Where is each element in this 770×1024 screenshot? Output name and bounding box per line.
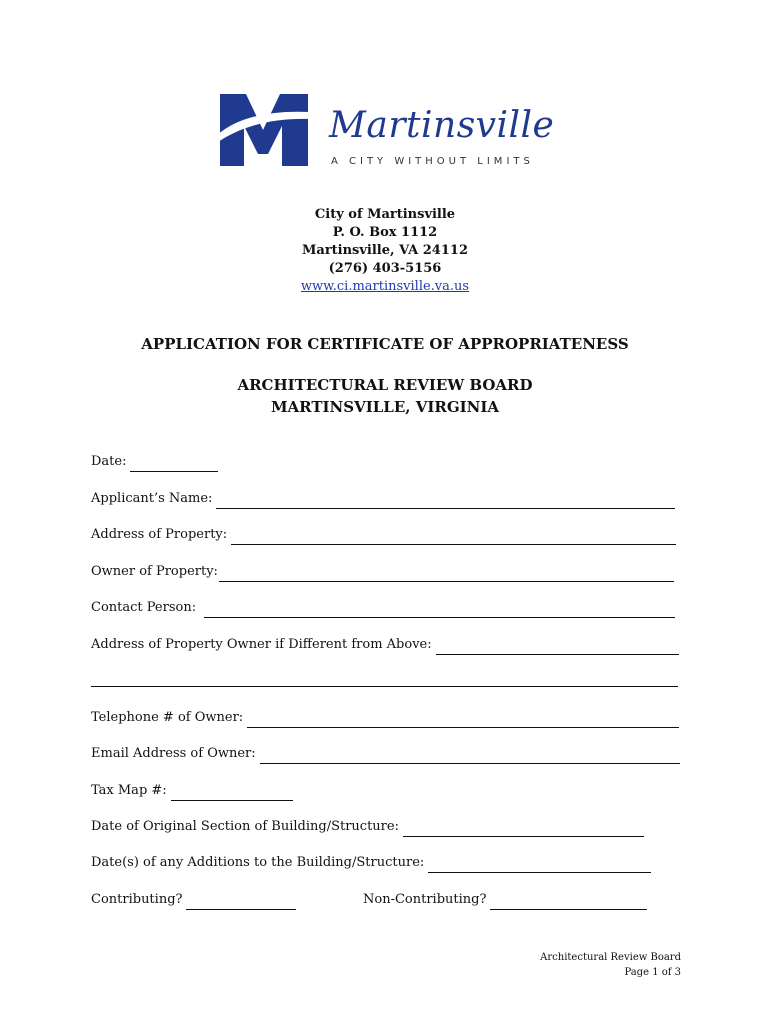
address-city-state-zip: Martinsville, VA 24112	[302, 243, 468, 258]
email-label: Email Address of Owner:	[91, 746, 256, 761]
contact-label: Contact Person:	[91, 600, 197, 615]
additions-row	[91, 853, 651, 873]
owner-address-field-line-2[interactable]	[91, 686, 678, 687]
tax-map-label: Tax Map #:	[91, 783, 167, 798]
applicant-name-field[interactable]	[216, 495, 675, 509]
original-date-row	[91, 817, 644, 837]
original-date-field[interactable]	[403, 823, 644, 837]
owner-label: Owner of Property:	[91, 564, 218, 579]
form-title: APPLICATION FOR CERTIFICATE OF APPROPRIATENESS	[141, 335, 629, 353]
board-title: ARCHITECTURAL REVIEW BOARD	[237, 376, 533, 394]
owner-row	[91, 562, 674, 582]
original-date-label: Date of Original Section of Building/Structure:	[91, 819, 399, 834]
applicant-label: Applicant’s Name:	[91, 491, 213, 506]
city-address-block	[0, 206, 770, 296]
logo-city-name: Martinsville	[329, 105, 555, 146]
email-row	[91, 744, 680, 764]
page-footer	[540, 950, 681, 980]
owner-address-field[interactable]	[436, 641, 679, 655]
owner-address-label: Address of Property Owner if Different from Above:	[91, 637, 432, 652]
non-contributing-row	[363, 890, 647, 910]
tax-map-field[interactable]	[171, 787, 293, 801]
telephone-field[interactable]	[247, 714, 679, 728]
location-title: MARTINSVILLE, VIRGINIA	[270, 398, 500, 416]
additions-label: Date(s) of any Additions to the Building/Structure:	[91, 855, 425, 870]
non-contributing-field[interactable]	[490, 896, 647, 910]
address-phone: (276) 403-5156	[328, 261, 442, 276]
contributing-row	[91, 890, 296, 910]
date-field[interactable]	[130, 458, 218, 472]
telephone-row	[91, 708, 679, 728]
city-logo	[216, 92, 561, 172]
m-logo-icon	[216, 92, 310, 168]
website-link[interactable]: www.ci.martinsville.va.us	[300, 279, 470, 294]
contact-field[interactable]	[204, 604, 675, 618]
address-city: City of Martinsville	[314, 207, 456, 222]
address-po-box: P. O. Box 1112	[332, 225, 438, 240]
owner-address-row	[91, 635, 679, 655]
applicant-row	[91, 489, 675, 509]
contributing-field[interactable]	[186, 896, 296, 910]
tax-map-row	[91, 781, 293, 801]
footer-board-name: Architectural Review Board	[540, 952, 681, 963]
contributing-label: Contributing?	[91, 892, 183, 907]
owner-field[interactable]	[219, 568, 674, 582]
non-contributing-label: Non-Contributing?	[363, 892, 487, 907]
page-number: Page 1 of 3	[624, 967, 681, 978]
contact-row	[91, 598, 675, 618]
date-row	[91, 452, 218, 472]
property-address-field[interactable]	[231, 531, 676, 545]
telephone-label: Telephone # of Owner:	[91, 710, 244, 725]
date-label: Date:	[91, 454, 127, 469]
property-address-label: Address of Property:	[91, 527, 228, 542]
additions-field[interactable]	[428, 859, 651, 873]
logo-tagline: A CITY WITHOUT LIMITS	[331, 156, 534, 167]
email-field[interactable]	[260, 750, 680, 764]
property-address-row	[91, 525, 676, 545]
